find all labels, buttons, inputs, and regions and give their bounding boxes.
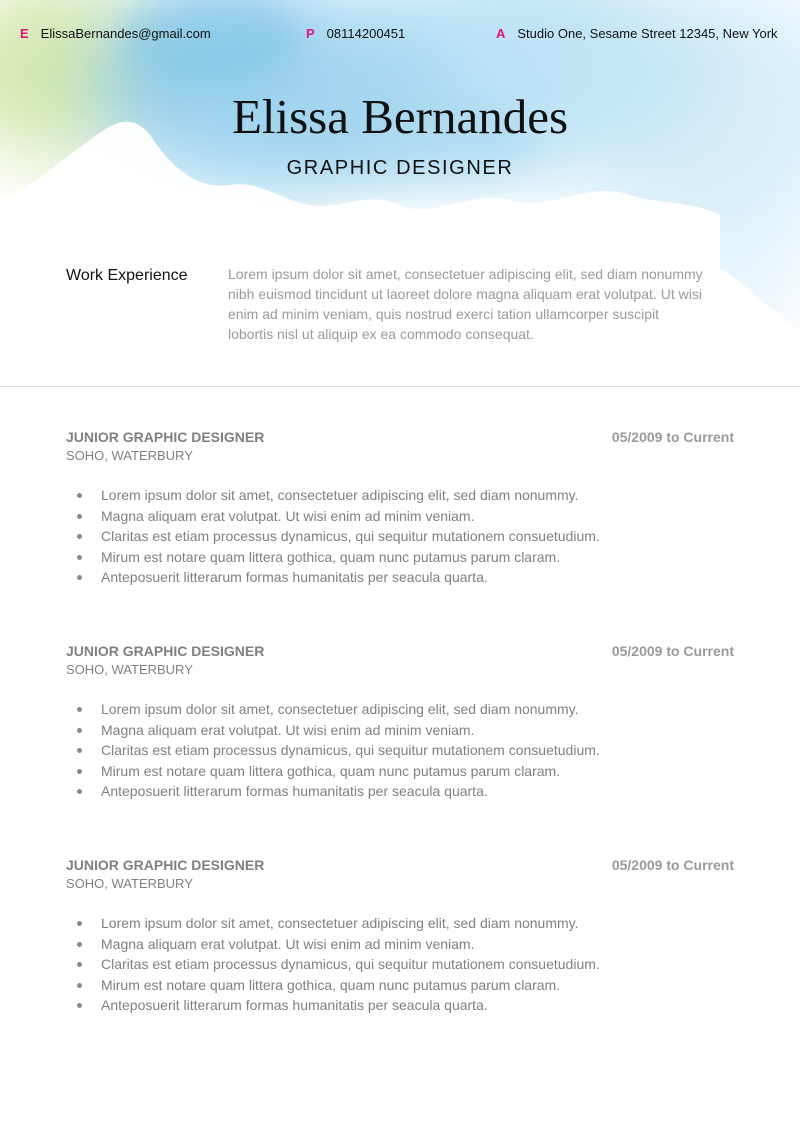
job-bullet: Mirum est notare quam littera gothica, quam nunc putamus parum claram. [66,761,600,782]
phone-key-label: P [306,26,315,41]
job-company: SOHO, WATERBURY [66,448,193,463]
summary-text: Lorem ipsum dolor sit amet, consectetuer adipiscing elit, sed diam nonummy nibh euismod tincidunt ut laoreet dolore magna aliquam erat volutpat. Ut wisi enim ad minim veniam, quis nostrud exerci tation ullamcorper suscipit lobortis nisl ut aliquip ex ea commodo consequat. [228,266,703,342]
email-key-label: E [20,26,29,41]
job-bullet: Claritas est etiam processus dynamicus, qui sequitur mutationem consuetudium. [66,954,600,975]
job-bullet-list [66,485,600,588]
job-title: JUNIOR GRAPHIC DESIGNER [66,429,265,445]
person-role: GRAPHIC DESIGNER [286,157,514,179]
job-bullet-list [66,913,600,1016]
section-divider [0,386,800,387]
contact-phone[interactable] [306,26,405,41]
job-bullet: Magna aliquam erat volutpat. Ut wisi enim ad minim veniam. [66,506,600,527]
section-label-work-experience: Work Experience [66,267,188,284]
job-bullet: Anteposuerit litterarum formas humanitatis per seacula quarta. [66,995,600,1016]
contact-address [496,26,778,41]
contact-bar [0,26,800,44]
job-bullet: Magna aliquam erat volutpat. Ut wisi enim ad minim veniam. [66,720,600,741]
address-value: Studio One, Sesame Street 12345, New York [517,26,778,41]
job-company: SOHO, WATERBURY [66,876,193,891]
job-bullet: Lorem ipsum dolor sit amet, consectetuer adipiscing elit, sed diam nonummy. [66,699,600,720]
email-value[interactable]: ElissaBernandes@gmail.com [40,26,211,41]
job-date: 05/2009 to Current [611,643,734,659]
job-bullet: Magna aliquam erat volutpat. Ut wisi enim ad minim veniam. [66,934,600,955]
job-bullet: Lorem ipsum dolor sit amet, consectetuer adipiscing elit, sed diam nonummy. [66,485,600,506]
job-company: SOHO, WATERBURY [66,662,193,677]
job-title: JUNIOR GRAPHIC DESIGNER [66,857,265,873]
job-bullet: Mirum est notare quam littera gothica, quam nunc putamus parum claram. [66,975,600,996]
job-date: 05/2009 to Current [611,429,734,445]
job-bullet: Anteposuerit litterarum formas humanitatis per seacula quarta. [66,567,600,588]
person-name: Elissa Bernandes [231,89,569,144]
job-bullet-list [66,699,600,802]
job-bullet: Anteposuerit litterarum formas humanitatis per seacula quarta. [66,781,600,802]
contact-email[interactable] [20,26,211,41]
address-key-label: A [496,26,506,41]
job-bullet: Mirum est notare quam littera gothica, quam nunc putamus parum claram. [66,547,600,568]
job-bullet: Claritas est etiam processus dynamicus, qui sequitur mutationem consuetudium. [66,526,600,547]
job-bullet: Claritas est etiam processus dynamicus, qui sequitur mutationem consuetudium. [66,740,600,761]
job-date: 05/2009 to Current [611,857,734,873]
job-bullet: Lorem ipsum dolor sit amet, consectetuer adipiscing elit, sed diam nonummy. [66,913,600,934]
job-title: JUNIOR GRAPHIC DESIGNER [66,643,265,659]
phone-value[interactable]: 08114200451 [326,26,406,41]
